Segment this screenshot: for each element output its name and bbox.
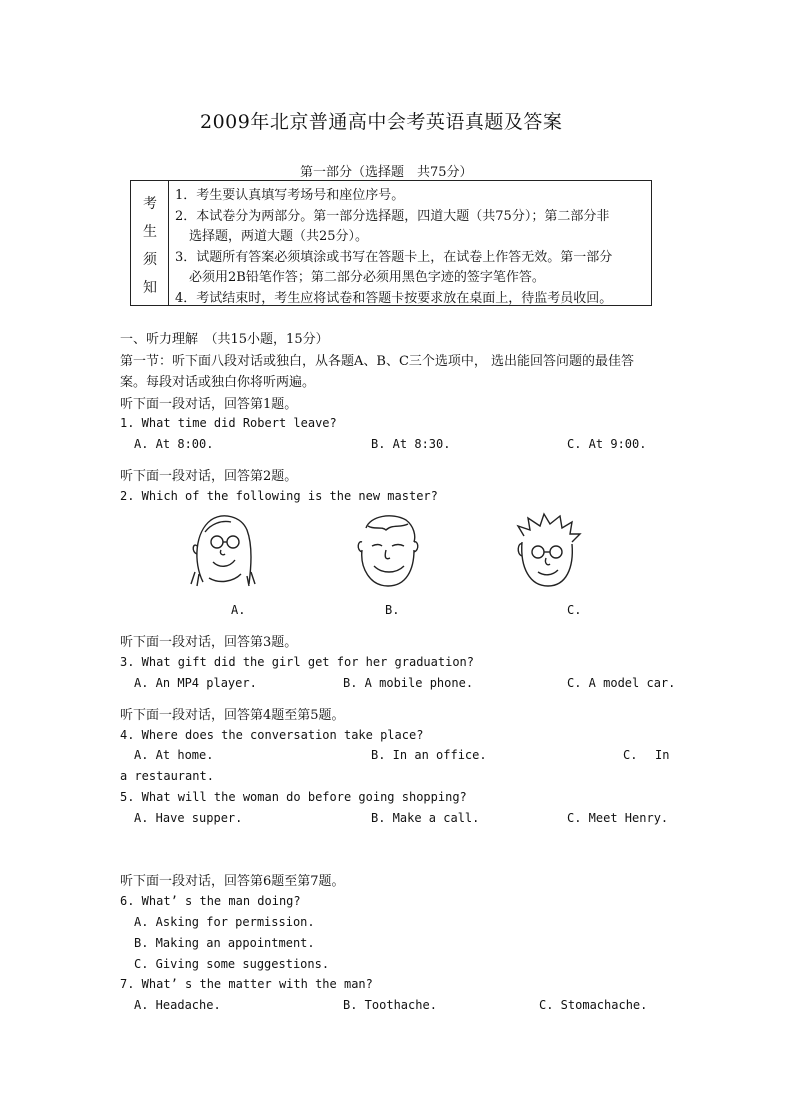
q5-option-c: C. Meet Henry. <box>567 811 669 825</box>
part1-heading: 第一部分（选择题 共75分） <box>300 165 473 180</box>
q5-option-a: A. Have supper. <box>134 811 243 825</box>
question-3: 3. What gift did the girl get for her graduation? <box>120 655 475 669</box>
q2-option-b: B. <box>385 603 400 617</box>
question-5: 5. What will the woman do before going shopping? <box>120 790 467 804</box>
q1-option-c: C. At 9:00. <box>567 437 647 451</box>
listen-instruction: 听下面一段对话，回答第3题。 <box>120 635 298 650</box>
notice-label-char: 考 <box>143 196 157 212</box>
notice-line: 选择题，两道大题（共25分）。 <box>189 229 369 244</box>
notice-label-char: 生 <box>143 224 157 240</box>
q3-option-c: C. A model car. <box>567 676 676 690</box>
q4-option-c-letter: C. <box>623 748 638 762</box>
face-b-image <box>352 512 422 592</box>
section1-intro: 第一节：听下面八段对话或独白，从各题A、B、C三个选项中， 选出能回答问题的最佳答 <box>120 354 635 369</box>
question-2: 2. Which of the following is the new master? <box>120 489 438 503</box>
section1-heading: 一、听力理解 （共15小题，15分） <box>120 332 329 347</box>
notice-line: 3．试题所有答案必须填涂或书写在答题卡上，在试卷上作答无效。第一部分 <box>175 250 613 265</box>
notice-label-char: 须 <box>143 252 157 268</box>
q7-option-c: C. Stomachache. <box>539 998 648 1012</box>
q7-option-b: B. Toothache. <box>343 998 437 1012</box>
question-4: 4. Where does the conversation take place? <box>120 728 424 742</box>
section1-intro-cont: 案。每段对话或独白你将听两遍。 <box>120 375 316 390</box>
notice-line: 4．考试结束时，考生应将试卷和答题卡按要求放在桌面上，待监考员收回。 <box>175 291 613 306</box>
face-c-image <box>510 512 585 592</box>
listen-instruction: 听下面一段对话，回答第1题。 <box>120 397 298 412</box>
q1-option-a: A. At 8:00. <box>134 437 214 451</box>
q2-option-c: C. <box>567 603 582 617</box>
q2-option-a: A. <box>231 603 246 617</box>
q6-option-a: A. Asking for permission. <box>134 915 315 929</box>
page-title: 2009年北京普通高中会考英语真题及答案 <box>200 111 563 133</box>
exam-notice-box <box>130 180 652 306</box>
listen-instruction: 听下面一段对话，回答第4题至第5题。 <box>120 708 345 723</box>
notice-label-char: 知 <box>143 280 157 296</box>
listen-instruction: 听下面一段对话，回答第6题至第7题。 <box>120 874 345 889</box>
q6-option-b: B. Making an appointment. <box>134 936 315 950</box>
q4-option-c-cont: a restaurant. <box>120 769 214 783</box>
q4-option-c-text: In <box>655 748 670 762</box>
q3-option-a: A. An MP4 player. <box>134 676 257 690</box>
q3-option-b: B. A mobile phone. <box>343 676 474 690</box>
question-7: 7. What’ s the matter with the man? <box>120 977 373 991</box>
q6-option-c: C. Giving some suggestions. <box>134 957 330 971</box>
notice-line: 必须用2B铅笔作答；第二部分必须用黑色字迹的签字笔作答。 <box>189 270 545 285</box>
face-a-image <box>183 512 263 592</box>
q5-option-b: B. Make a call. <box>371 811 480 825</box>
notice-label <box>131 181 169 305</box>
q4-option-a: A. At home. <box>134 748 214 762</box>
question-1: 1. What time did Robert leave? <box>120 416 337 430</box>
q7-option-a: A. Headache. <box>134 998 221 1012</box>
listen-instruction: 听下面一段对话，回答第2题。 <box>120 469 298 484</box>
notice-line: 1．考生要认真填写考场号和座位序号。 <box>175 188 405 203</box>
question-6: 6. What’ s the man doing? <box>120 894 301 908</box>
q4-option-b: B. In an office. <box>371 748 487 762</box>
notice-line: 2．本试卷分为两部分。第一部分选择题，四道大题（共75分）；第二部分非 <box>175 209 610 224</box>
q1-option-b: B. At 8:30. <box>371 437 451 451</box>
